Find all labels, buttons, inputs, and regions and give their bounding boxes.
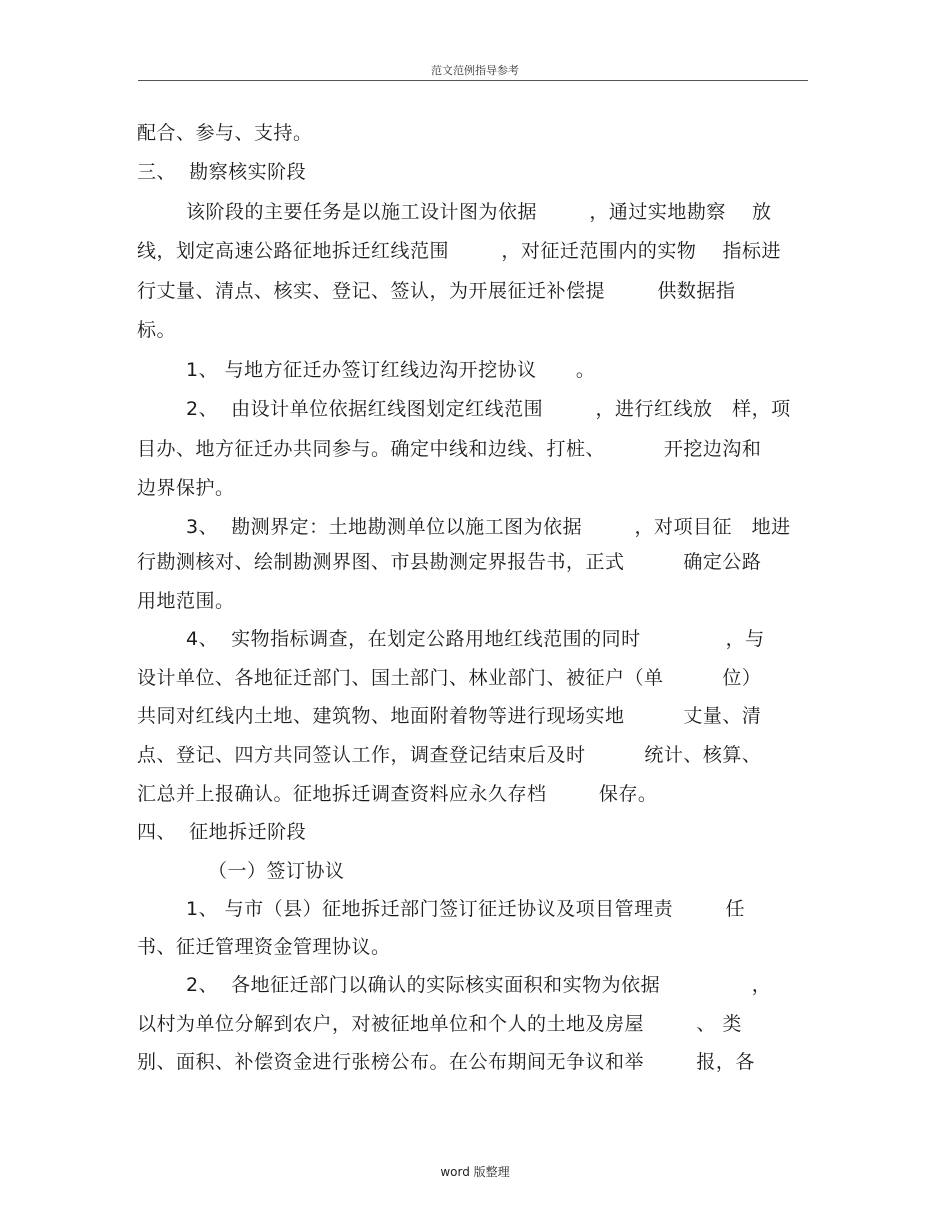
text-line: 2、 各地征迁部门以确认的实际核实面积和实物为依据 ，	[186, 974, 772, 996]
text-line: 书、征迁管理资金管理协议。	[137, 936, 391, 958]
text-line: 1、 与市（县）征地拆迁部门签订征迁协议及项目管理责 任	[186, 898, 745, 920]
text-line: 标。	[137, 319, 177, 341]
header-divider	[138, 80, 808, 81]
subsection-heading: （一）签订协议	[208, 860, 345, 882]
section-heading: 四、 征地拆迁阶段	[137, 821, 307, 843]
text-line: 行丈量、清点、核实、登记、签认，为开展征迁补偿提 供数据指	[137, 280, 736, 302]
text-line: 3、 勘测界定：土地勘测单位以施工图为依据 ，对项目征 地进	[186, 516, 791, 538]
text-line: 4、 实物指标调查，在划定公路用地红线范围的同时 ，与	[186, 628, 765, 650]
text-line: 设计单位、各地征迁部门、国土部门、林业部门、被征户（单 位）	[137, 667, 762, 689]
text-line: 配合、参与、支持。	[137, 122, 313, 144]
text-line: 边界保护。	[137, 477, 235, 499]
text-line: 点、登记、四方共同签认工作，调查登记结束后及时 统计、核算、	[137, 744, 762, 766]
text-line: 1、 与地方征迁办签订红线边沟开挖协议 。	[186, 359, 596, 381]
section-heading: 三、 勘察核实阶段	[137, 161, 307, 183]
text-line: 别、面积、补偿资金进行张榜公布。在公布期间无争议和举 报，各	[137, 1051, 755, 1073]
page-header: 范文范例指导参考	[431, 64, 519, 77]
text-line: 线，划定高速公路征地拆迁红线范围 ，对征迁范围内的实物 指标进	[137, 240, 781, 262]
text-line: 汇总并上报确认。征地拆迁调查资料应永久存档 保存。	[137, 783, 658, 805]
text-line: 目办、地方征迁办共同参与。确定中线和边线、打桩、 开挖边沟和	[137, 438, 762, 460]
text-line: 2、 由设计单位依据红线图划定红线范围 ，进行红线放 样，项	[186, 398, 791, 420]
text-line: 行勘测核对、绘制勘测界图、市县勘测定界报告书，正式 确定公路	[137, 551, 762, 573]
page-footer: word 版整理	[440, 1165, 510, 1179]
text-line: 用地范围。	[137, 590, 235, 612]
text-line: 以村为单位分解到农户，对被征地单位和个人的土地及房屋 、 类	[137, 1013, 742, 1035]
text-line: 共同对红线内土地、建筑物、地面附着物等进行现场实地 丈量、清	[137, 705, 762, 727]
text-line: 该阶段的主要任务是以施工设计图为依据 ，通过实地勘察 放	[186, 201, 772, 223]
